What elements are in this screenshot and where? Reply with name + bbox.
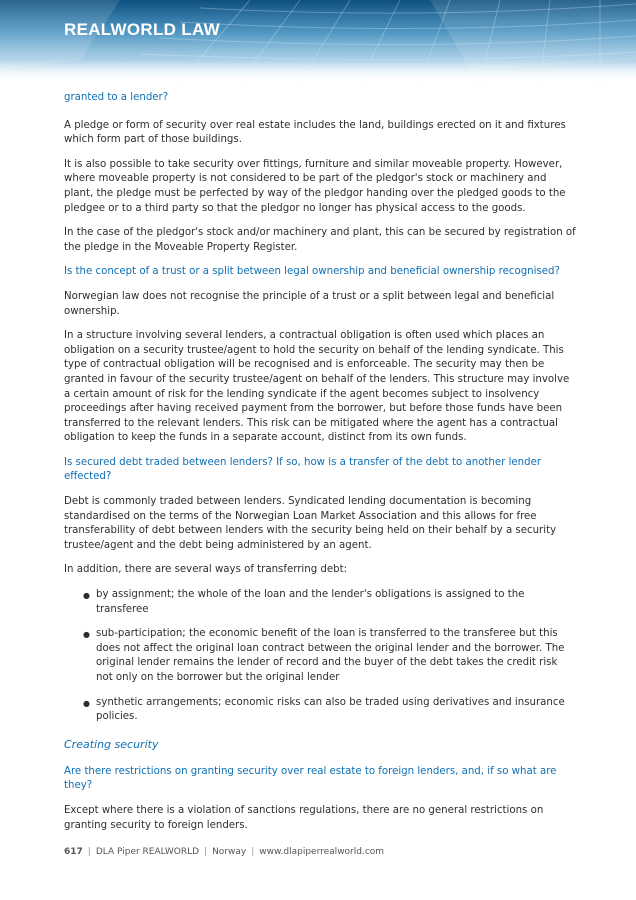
section-heading: Creating security [64,737,159,751]
question-heading: Is the concept of a trust or a split between legal ownership and beneficial ownership recognised? [64,266,560,278]
paragraph: In addition, there are several ways of transferring debt: [64,564,348,576]
paragraph: Norwegian law does not recognise the principle of a trust or a split between legal and beneficial ownership. [64,290,555,317]
list-item-text: sub-participation; the economic benefit of the loan is transferred to the transferee but this does not affect the original loan contract between the original lender and the borrower. The original lender remains the lender of record and the buyer of the debt takes the credit risk not only on the borrower but the original lender [96,628,565,683]
list-item-text: synthetic arrangements; economic risks can also be traded using derivatives and insurance policies. [96,696,565,723]
bullet-icon: ● [83,591,90,601]
footer-country: Norway [212,847,247,857]
footer-publisher: DLA Piper REALWORLD [95,847,200,857]
paragraph: Debt is commonly traded between lenders. Syndicated lending documentation is becoming standardised on the terms of the Norwegian Loan Market Association and this allows for free transferability of debt between lenders with the security being held on their behalf by a security trustee/agent and the debt being administered by an agent. [64,496,557,551]
paragraph: It is also possible to take security over fittings, furniture and similar moveable property. However, where moveable property is not considered to be part of the pledgor's stock or machinery and plant, the pledge must be perfected by way of the pledgor handing over the pledged goods to the pledgee or to a third party so that the pledgor no longer has physical access to the goods. [64,158,566,214]
question-heading: Is secured debt traded between lenders? If so, how is a transfer of the debt to another lender effected? [64,456,542,483]
page-number: 617 [64,847,83,857]
question-heading: Are there restrictions on granting security over real estate to foreign lenders, and, if so what are they? [64,765,557,792]
header-banner [0,0,636,82]
footer-separator: | [204,847,208,857]
bullet-icon: ● [83,630,90,640]
paragraph: In a structure involving several lenders, a contractual obligation is often used which places an obligation on a security trustee/agent to hold the security on behalf of the lending syndicate. This type of contractual obligation will be recognised and is enforceable. The security may then be granted in favour of the security trustee/agent on behalf of the lenders. This structure may involve a certain amount of risk for the lending syndicate if the agent becomes subject to insolvency proceedings after having received payment from the borrower, but before those funds have been transferred to the relevant lenders. This risk can be mitigated where the agent has a contractual obligation to keep the funds in a separate account, distinct from its own funds. [64,330,570,444]
list-item-text: by assignment; the whole of the loan and the lender's obligations is assigned to the transferee [96,589,525,615]
page-footer [64,847,384,857]
building-facade-image [0,0,636,82]
bullet-icon: ● [83,698,90,708]
bullet-list [64,588,576,725]
paragraph: A pledge or form of security over real estate includes the land, buildings erected on it and fixtures which form part of those buildings. [64,119,566,146]
list-item [64,627,576,685]
paragraph: In the case of the pledgor's stock and/or machinery and plant, this can be secured by registration of the pledge in the Moveable Property Register. [64,227,576,253]
footer-separator: | [87,847,91,857]
question-heading: granted to a lender? [64,92,169,103]
footer-separator: | [251,847,255,857]
list-item [64,696,576,725]
paragraph: Except where there is a violation of sanctions regulations, there are no general restrictions on granting security to foreign lenders. [64,804,544,831]
brand-title: REALWORLD LAW [64,20,220,39]
footer-url[interactable]: www.dlapiperrealworld.com [259,847,385,857]
list-item [64,588,576,617]
document-body [64,91,576,843]
